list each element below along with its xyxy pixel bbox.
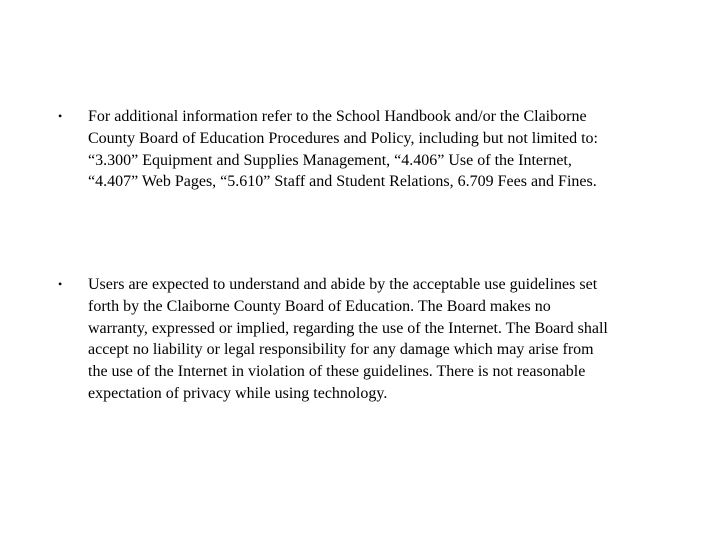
text-line: warranty, expressed or implied, regarding the use of the Internet. The Board shall	[88, 319, 608, 337]
bullet-text	[88, 274, 698, 405]
text-line: expectation of privacy while using technology.	[88, 384, 388, 402]
bullet-item-reference-info	[58, 106, 698, 193]
text-line: For additional information refer to the School Handbook and/or the Claiborne	[88, 108, 587, 125]
bullet-text	[88, 106, 698, 193]
bullet-item-acceptable-use	[58, 274, 698, 405]
text-line: forth by the Claiborne County Board of Education. The Board makes no	[88, 297, 551, 315]
text-line: “4.407” Web Pages, “5.610” Staff and Student Relations, 6.709 Fees and Fines.	[88, 173, 597, 191]
text-line: County Board of Education Procedures and Policy, including but not limited to:	[88, 129, 598, 147]
text-line: “3.300” Equipment and Supplies Management, “4.406” Use of the Internet,	[88, 151, 572, 169]
bullet-marker: •	[58, 109, 63, 123]
text-line: accept no liability or legal responsibility for any damage which may arise from	[88, 341, 594, 359]
bullet-marker: •	[58, 277, 63, 291]
text-line: the use of the Internet in violation of these guidelines. There is not reasonable	[88, 363, 586, 381]
text-line: Users are expected to understand and abide by the acceptable use guidelines set	[88, 276, 598, 293]
